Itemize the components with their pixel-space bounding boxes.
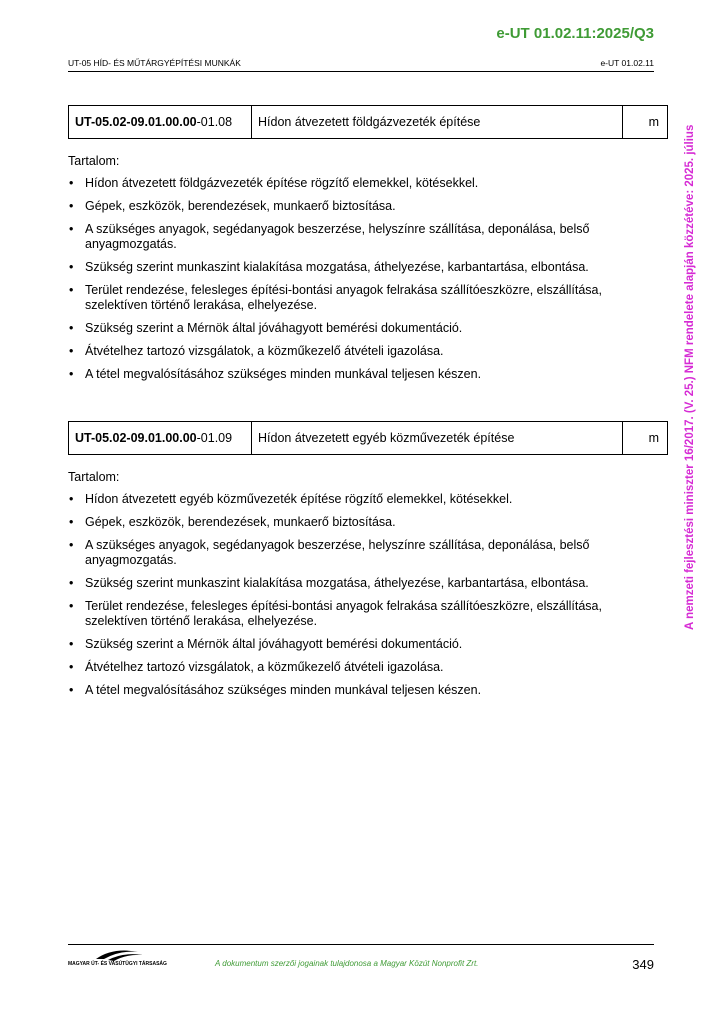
list-item: • Szükség szerint a Mérnök által jóváhagyott bemérési dokumentáció. [68,637,648,652]
list-item: • Szükség szerint munkaszint kialakítása mozgatása, áthelyezése, karbantartása, elbontása. [68,576,648,591]
list-item: • A tétel megvalósításához szükséges minden munkával teljesen készen. [68,367,648,382]
list-item: • Gépek, eszközök, berendezések, munkaerő biztosítása. [68,199,648,214]
item-code-suffix: -01.08 [196,115,233,129]
header-divider [68,71,654,72]
page-number: 349 [632,957,654,972]
list-item: • Szükség szerint munkaszint kialakítása mozgatása, áthelyezése, karbantartása, elbontása. [68,260,648,275]
header-doc-ref: e-UT 01.02.11 [600,58,654,68]
list-item: • Gépek, eszközök, berendezések, munkaerő biztosítása. [68,515,648,530]
publication-side-note: A nemzeti fejlesztési miniszter 16/2017. (V. 25.) NFM rendelete alapján közzétéve: 2025. július [684,124,696,630]
list-item: • Átvételhez tartozó vizsgálatok, a közműkezelő átvételi igazolása. [68,344,648,359]
running-header [68,58,654,68]
list-item: • Hídon átvezetett földgázvezeték építése rögzítő elemekkel, kötésekkel. [68,176,648,191]
org-name: MAGYAR ÚT- ÉS VASÚTÜGYI TÁRSASÁG [68,961,167,967]
item-content-1 [68,154,648,390]
item-content-2 [68,470,648,706]
item-code-bold: UT-05.02-09.01.00.00 [75,115,197,129]
item-code-suffix: -01.09 [196,431,233,445]
list-item: • Átvételhez tartozó vizsgálatok, a közműkezelő átvételi igazolása. [68,660,648,675]
item-code [69,422,252,454]
list-item: • A szükséges anyagok, segédanyagok beszerzése, helyszínre szállítása, deponálása, belső anyagmozgatás. [68,222,648,252]
copyright-note: A dokumentum szerzői jogainak tulajdonosa a Magyar Közút Nonprofit Zrt. [215,959,479,968]
list-item: • Terület rendezése, felesleges építési-bontási anyagok felrakása szállítóeszközre, elszállítása, szelektíven történő lerakása, elhelyezése. [68,283,648,313]
org-logo [68,946,168,970]
list-item: • Szükség szerint a Mérnök által jóváhagyott bemérési dokumentáció. [68,321,648,336]
item-table-2 [68,421,668,455]
item-unit: m [648,115,659,129]
bullet-list [68,176,648,382]
list-item: • A tétel megvalósításához szükséges minden munkával teljesen készen. [68,683,648,698]
list-item: • Hídon átvezetett egyéb közművezeték építése rögzítő elemekkel, kötésekkel. [68,492,648,507]
item-code-bold: UT-05.02-09.01.00.00 [75,431,197,445]
list-item: • Terület rendezése, felesleges építési-bontási anyagok felrakása szállítóeszközre, elszállítása, szelektíven történő lerakása, elhelyezése. [68,599,648,629]
bullet-list [68,492,648,698]
footer-divider [68,944,654,945]
item-title: Hídon átvezetett egyéb közművezeték építése [252,422,623,454]
header-chapter: UT-05 HÍD- ÉS MŰTÁRGYÉPÍTÉSI MUNKÁK [68,58,241,68]
content-label: Tartalom: [68,154,120,168]
list-item: • A szükséges anyagok, segédanyagok beszerzése, helyszínre szállítása, deponálása, belső anyagmozgatás. [68,538,648,568]
item-unit: m [648,431,659,445]
logo-swoosh-icon [68,946,168,962]
item-code [69,106,252,138]
item-table-1 [68,105,668,139]
document-code: e-UT 01.02.11:2025/Q3 [496,25,654,42]
content-label: Tartalom: [68,470,120,484]
item-title: Hídon átvezetett földgázvezeték építése [252,106,623,138]
